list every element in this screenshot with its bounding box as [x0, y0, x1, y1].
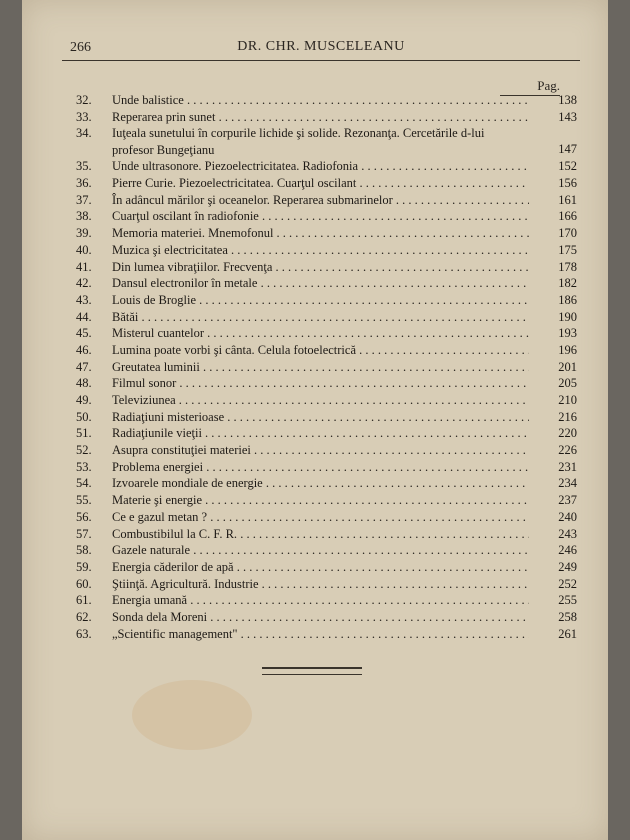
toc-entry-number: 48.	[76, 376, 92, 391]
toc-entry-number: 41.	[76, 259, 92, 274]
page-header	[62, 38, 580, 61]
table-of-contents	[76, 92, 579, 642]
toc-entry	[76, 492, 579, 509]
toc-entry-number: 33.	[76, 109, 92, 124]
toc-entry	[76, 92, 579, 109]
toc-entry-page: 246	[558, 543, 577, 558]
toc-entry-number: 39.	[76, 226, 92, 241]
toc-entry	[76, 275, 579, 292]
toc-entry-number: 61.	[76, 593, 92, 608]
page-number: 266	[70, 40, 91, 55]
toc-entry-number: 47.	[76, 359, 92, 374]
toc-entry	[76, 259, 579, 276]
toc-entry-number: 57.	[76, 526, 92, 541]
toc-entry-number: 46.	[76, 342, 92, 357]
toc-entry	[76, 442, 579, 459]
toc-entry	[76, 158, 579, 175]
toc-entry-title: Bătăi . . .	[112, 309, 529, 326]
toc-entry-title: Lumina poate vorbi şi cânta. Celula fotoelectrică . . .	[112, 342, 529, 359]
toc-entry-title: Greutatea luminii . . .	[112, 359, 529, 376]
toc-entry-title: Pierre Curie. Piezoelectricitatea. Cuarţul oscilant . . .	[112, 175, 529, 192]
end-rule	[262, 667, 362, 675]
toc-entry-title: „Scientific management" . . .	[112, 626, 529, 643]
toc-entry-number: 42.	[76, 276, 92, 291]
toc-entry	[76, 109, 579, 126]
toc-entry-number: 50.	[76, 409, 92, 424]
toc-entry-page: 258	[558, 609, 577, 624]
toc-entry	[76, 242, 579, 259]
toc-entry-page: 182	[558, 276, 577, 291]
toc-entry-title: Materie şi energie . . .	[112, 492, 529, 509]
toc-entry-title: Energia umană . . .	[112, 592, 529, 609]
running-head: DR. CHR. MUSCELEANU	[237, 39, 405, 54]
toc-entry-page: 205	[558, 376, 577, 391]
toc-entry-number: 52.	[76, 443, 92, 458]
toc-entry-number: 49.	[76, 393, 92, 407]
toc-entry-page: 193	[558, 326, 577, 341]
toc-entry-title: Televiziunea . . .	[112, 392, 529, 409]
toc-entry-title: Louis de Broglie . . .	[112, 292, 529, 309]
toc-entry-number: 53.	[76, 459, 92, 474]
toc-entry-number: 37.	[76, 192, 92, 207]
toc-entry	[76, 542, 579, 559]
toc-entry-page: 161	[558, 192, 577, 207]
toc-entry-number: 38.	[76, 209, 92, 224]
toc-entry	[76, 576, 579, 593]
toc-entry-page: 255	[558, 593, 577, 608]
toc-entry-page: 237	[558, 493, 577, 508]
toc-entry-number: 56.	[76, 509, 92, 524]
toc-entry	[76, 325, 579, 342]
toc-entry-number: 62.	[76, 609, 92, 624]
toc-entry-title: Ştiinţă. Agricultură. Industrie . . .	[112, 576, 529, 593]
toc-entry	[76, 459, 579, 476]
toc-entry	[76, 292, 579, 309]
toc-entry-page: 240	[558, 509, 577, 524]
toc-entry	[76, 208, 579, 225]
toc-entry-page: 216	[558, 409, 577, 424]
toc-entry-page: 190	[558, 309, 577, 324]
toc-entry-page: 249	[558, 559, 577, 574]
toc-entry	[76, 526, 579, 543]
toc-entry	[76, 359, 579, 376]
toc-entry-number: 63.	[76, 626, 92, 641]
toc-entry-title: Asupra constituţiei materiei . . .	[112, 442, 529, 459]
toc-entry	[76, 592, 579, 609]
toc-entry-page: 243	[558, 526, 577, 541]
toc-entry	[76, 175, 579, 192]
toc-entry-title: Cuarţul oscilant în radiofonie . . .	[112, 208, 529, 225]
page-column-label: Pag.	[500, 78, 560, 96]
toc-entry-number: 35.	[76, 159, 92, 174]
toc-entry	[76, 475, 579, 492]
toc-entry-page: 186	[558, 292, 577, 307]
toc-entry	[76, 425, 579, 442]
toc-entry-title: Misterul cuantelor . . .	[112, 325, 529, 342]
toc-entry-title: Ce e gazul metan ? . . .	[112, 509, 529, 526]
toc-entry	[76, 125, 579, 158]
toc-entry-page: 166	[558, 209, 577, 224]
toc-entry-number: 59.	[76, 559, 92, 574]
toc-entry-title: Muzica şi electricitatea . . .	[112, 242, 529, 259]
toc-entry-page: 170	[558, 226, 577, 241]
toc-entry-number: 45.	[76, 326, 92, 341]
paper-stain	[132, 680, 252, 750]
toc-entry-title: Dansul electronilor în metale . . .	[112, 275, 529, 292]
toc-entry	[76, 375, 579, 392]
toc-entry-number: 32.	[76, 93, 92, 107]
toc-entry-title: Sonda dela Moreni . . .	[112, 609, 529, 626]
toc-entry	[76, 609, 579, 626]
toc-entry-number: 44.	[76, 309, 92, 324]
toc-entry-page: 175	[558, 242, 577, 257]
toc-entry-title: Unde ultrasonore. Piezoelectricitatea. Radiofonia . . .	[112, 158, 529, 175]
toc-entry-page: 234	[558, 476, 577, 491]
toc-entry-title: Energia căderilor de apă . . .	[112, 559, 529, 576]
toc-entry-page: 147	[558, 142, 577, 157]
toc-entry-title: Memoria materiei. Mnemofonul . . .	[112, 225, 529, 242]
toc-entry	[76, 509, 579, 526]
toc-entry-number: 55.	[76, 493, 92, 508]
toc-entry-title: Izvoarele mondiale de energie . . .	[112, 475, 529, 492]
toc-entry-title: Radiaţiunile vieţii . . .	[112, 425, 529, 442]
toc-entry-number: 58.	[76, 543, 92, 558]
toc-entry-number: 40.	[76, 242, 92, 257]
toc-entry-page: 201	[558, 359, 577, 374]
toc-entry-page: 231	[558, 459, 577, 474]
toc-entry	[76, 409, 579, 426]
toc-entry-page: 196	[558, 342, 577, 357]
toc-entry-page: 220	[558, 426, 577, 441]
toc-entry-title: Combustibilul la C. F. R. . . .	[112, 526, 529, 543]
toc-entry	[76, 309, 579, 326]
toc-entry-page: 156	[558, 176, 577, 191]
toc-entry-number: 60.	[76, 576, 92, 591]
toc-entry-number: 34.	[76, 126, 92, 141]
toc-entry-title: În adâncul mărilor şi oceanelor. Reperarea submarinelor . . .	[112, 192, 529, 209]
toc-entry	[76, 225, 579, 242]
toc-entry-title: Radiaţiuni misterioase . . .	[112, 409, 529, 426]
toc-entry-number: 51.	[76, 426, 92, 441]
toc-entry-page: 152	[558, 159, 577, 174]
toc-entry	[76, 342, 579, 359]
book-page	[22, 0, 608, 840]
toc-entry-page: 178	[558, 259, 577, 274]
toc-entry	[76, 192, 579, 209]
toc-entry-page: 261	[558, 626, 577, 641]
toc-entry-number: 54.	[76, 476, 92, 491]
toc-entry-title: Problema energiei . . .	[112, 459, 529, 476]
toc-entry-number: 43.	[76, 292, 92, 307]
toc-entry-page: 210	[558, 393, 577, 407]
toc-entry-title: Reperarea prin sunet . . .	[112, 109, 529, 126]
toc-entry	[76, 392, 579, 409]
toc-entry-number: 36.	[76, 176, 92, 191]
toc-entry-page: 226	[558, 443, 577, 458]
toc-entry	[76, 626, 579, 643]
toc-entry-title: Din lumea vibraţiilor. Frecvenţa . . .	[112, 259, 529, 276]
toc-entry-page: 143	[558, 109, 577, 124]
toc-entry	[76, 559, 579, 576]
toc-entry-title: Iuţeala sunetului în corpurile lichide şi solide. Rezonanţa. Cercetările d-lui profesor Bungeţianu	[112, 126, 485, 157]
toc-entry-title: Gazele naturale . . .	[112, 542, 529, 559]
toc-entry-title: Filmul sonor . . .	[112, 375, 529, 392]
toc-entry-page: 252	[558, 576, 577, 591]
toc-entry-page: 138	[558, 93, 577, 107]
toc-entry-title: Unde balistice . . .	[112, 92, 529, 109]
